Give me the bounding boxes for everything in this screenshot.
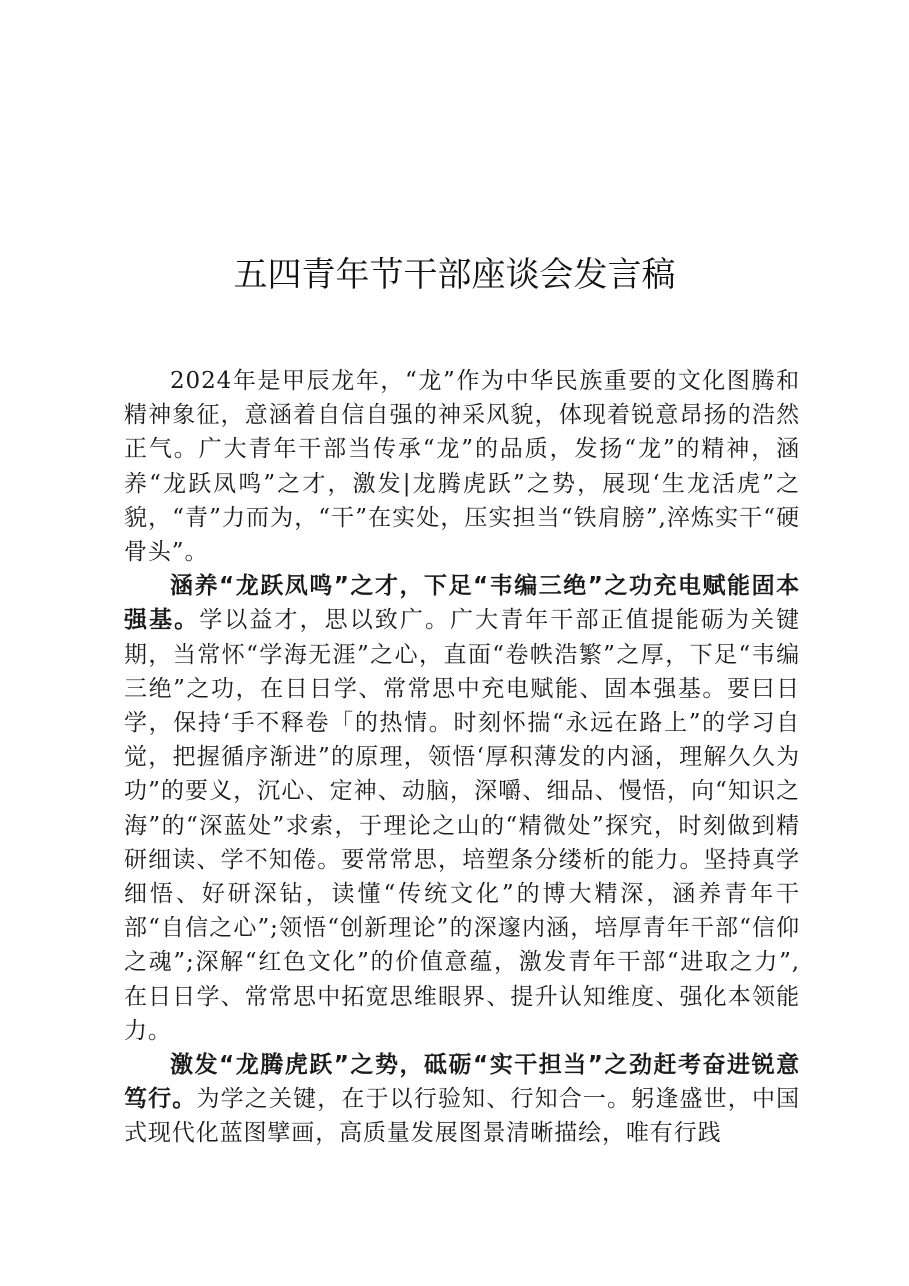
paragraph-text: 为学之关键，在于以行验知、行知合一。躬逢盛世，中国式现代化蓝图擘画，高质量发展图景清晰描绘，唯有行践 — [124, 1086, 801, 1147]
paragraph-text: 学以益才，思以致广。广大青年干部正值提能砺为关键期，当常怀“学海无涯”之心，直面“卷帙浩繁”之厚，下足“韦编三绝”之功，在日日学、常常思中充电赋能、固本强基。要曰日学，保持‘手不释卷「的热情。时刻怀揣“永远在路上”的学习自觉，把握循序渐进”的原理，领悟‘厚积薄发的内涵，理解久久为功”的要义，沉心、定神、动脑，深嚼、细品、慢悟，向“知识之海”的“深蓝处”求索，于理论之山的“精微处”探究，时刻做到精研细读、学不知倦。要常常思，培塑条分缕析的能力。坚持真学细悟、好研深钻，读懂“传统文化”的博大精深，涵养青年干部“自信之心”;领悟“创新理论”的深邃内涵，培厚青年干部“信仰之魂”;深解“红色文化”的价值意蕴，激发青年干部“进取之力”,在日日学、常常思中拓宽思维眼界、提升认知维度、强化本领能力。 — [124, 607, 800, 1044]
paragraph-lead: 涵养“龙跃凤鸣”之才，下足“韦编三绝”之功充电赋能固本强基。 — [124, 573, 800, 634]
paragraph-text: 2024年是甲辰龙年，“龙”作为中华民族重要的文化图腾和精神象征，意涵着自信自强的神采风貌，体现着锐意昂扬的浩然正气。广大青年干部当传承“龙”的品质，发扬“龙”的精神，涵养“龙跃凤鸣”之才，激发|龙腾虎跃”之势，展现‘生龙活虎”之貌，“青”力而为，“干”在实处，压实担当“铁肩膀”,淬炼实干“硬骨头”。 — [124, 368, 800, 566]
document-body — [124, 364, 800, 1151]
paragraph-lead: 激发“龙腾虎跃”之势，砥砺“实干担当”之劲赶考奋进锐意笃行。 — [124, 1052, 800, 1113]
paragraph-action — [124, 1048, 800, 1151]
paragraph-study — [124, 569, 800, 1048]
document-title: 五四青年节干部座谈会发言稿 — [233, 255, 676, 295]
paragraph-intro — [124, 364, 800, 569]
